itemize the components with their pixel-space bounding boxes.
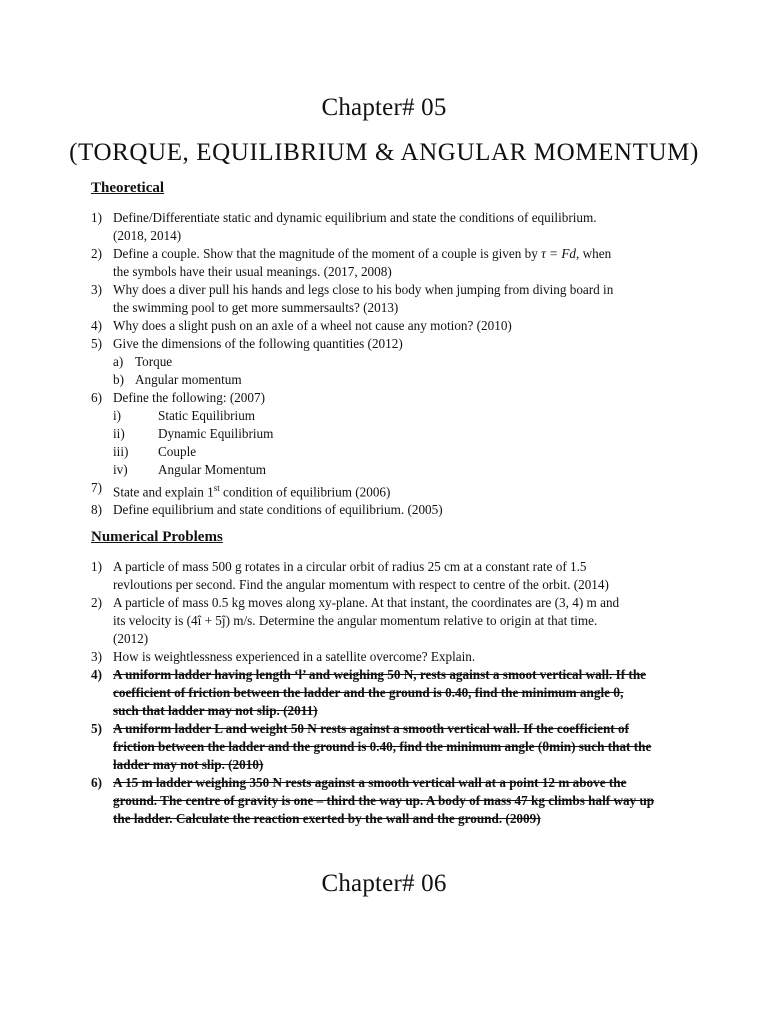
list-item-struck: 6) A 15 m ladder weighing 350 N rests against a smooth vertical wall at a point 12 m above the ground. The centre of gravity is one – third the way up. A body of mass 47 kg climbs half way up the ladder. Calculate the reaction exerted by the wall and the ground. (2009) — [91, 775, 655, 826]
list-item: 2) Define a couple. Show that the magnitude of the moment of a couple is given by τ = Fd, when the symbols have their usual meanings. (2017, 2008) — [91, 246, 612, 279]
list-item: 4) Why does a slight push on an axle of a wheel not cause any motion? (2010) — [91, 318, 512, 333]
sub-list-item: iii) Couple — [113, 444, 197, 459]
sub-list-item: b) Angular momentum — [113, 372, 242, 387]
list-item-struck: 4) A uniform ladder having length ‘l’ and weighing 50 N, rests against a smoot vertical wall. If the coefficient of friction between the ladder and the ground is 0.40, find the minimum angle θ, such that ladder may not slip. (2011) — [91, 667, 647, 718]
list-item-struck: 5) A uniform ladder L and weight 50 N rests against a smooth vertical wall. If the coefficient of friction between the ladder and the ground is 0.40, find the minimum angle (θmin) such that the ladder may not slip. (2010) — [91, 721, 652, 772]
theoretical-list — [91, 209, 681, 519]
torque-formula: τ = Fd — [541, 246, 576, 261]
theoretical-heading: Theoretical — [91, 180, 165, 196]
sub-list-item: a) Torque — [113, 354, 173, 369]
chapter-05-subtitle: (TORQUE, EQUILIBRIUM & ANGULAR MOMENTUM) — [69, 139, 699, 166]
list-item: 6) Define the following: (2007) — [91, 390, 265, 405]
list-item: 5) Give the dimensions of the following quantities (2012) — [91, 336, 403, 351]
numerical-list — [91, 558, 681, 828]
numerical-heading: Numerical Problems — [91, 529, 223, 545]
list-item: 2) A particle of mass 0.5 kg moves along xy-plane. At that instant, the coordinates are (3, 4) m and its velocity is (4î + 5ĵ) m/s. Determine the angular momentum relative to origin at that time. (2012) — [91, 595, 620, 646]
list-item: 1) Define/Differentiate static and dynamic equilibrium and state the conditions of equilibrium. (2018, 2014) — [91, 210, 597, 243]
chapter-05-title: Chapter# 05 — [321, 94, 447, 121]
chapter-06-title: Chapter# 06 — [321, 870, 447, 897]
list-item: 8) Define equilibrium and state conditions of equilibrium. (2005) — [91, 502, 443, 518]
sub-list-item: iv) Angular Momentum — [113, 462, 267, 477]
list-item: 3) How is weightlessness experienced in a satellite overcome? Explain. — [91, 649, 476, 664]
sub-list-item: i) Static Equilibrium — [113, 408, 256, 423]
list-item: 3) Why does a diver pull his hands and legs close to his body when jumping from diving board in the swimming pool to get more summersaults? (2013) — [91, 282, 614, 315]
sub-list-item: ii) Dynamic Equilibrium — [113, 426, 274, 441]
list-item: 1) A particle of mass 500 g rotates in a circular orbit of radius 25 cm at a constant rate of 1.5 revloutions per second. Find the angular momentum with respect to centre of the orbit. (2014) — [91, 559, 609, 592]
list-item: 7) State and explain 1st condition of equilibrium (2006) — [91, 480, 391, 500]
